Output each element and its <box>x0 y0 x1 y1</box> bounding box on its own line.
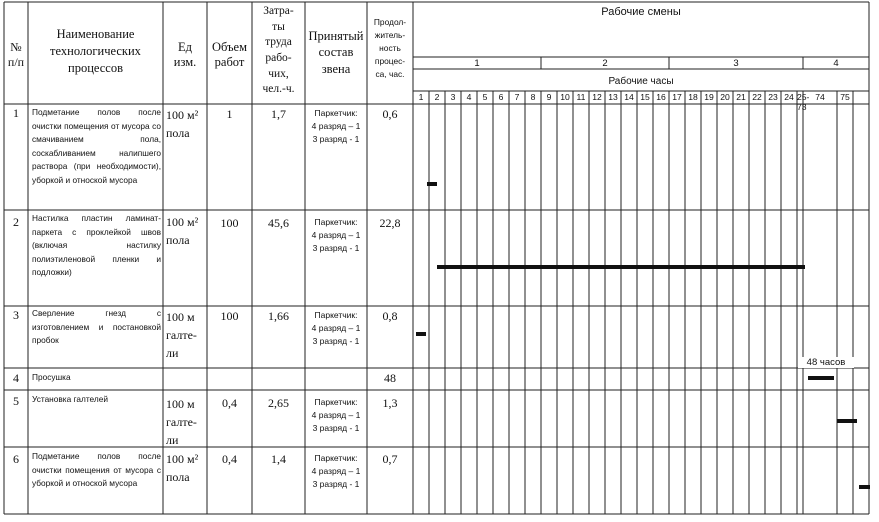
shift-label-4: 4 <box>833 58 839 69</box>
row-3-duration: 0,8 <box>382 309 398 323</box>
row-6-process: Подметание полов после очистки помещения от мусора с уборкой и отноской мусора <box>32 451 161 489</box>
hour-label-14: 14 <box>624 92 634 102</box>
gantt-bar-6 <box>859 485 870 489</box>
hour-label-5: 5 <box>482 92 488 102</box>
row-6-crew: Паркетчик: 4 разряд – 1 3 разряд - 1 <box>311 453 361 489</box>
hour-label-16: 16 <box>656 92 666 102</box>
row-4-duration: 48 <box>384 371 396 385</box>
row-3-no: 3 <box>13 308 19 322</box>
row-5-labor: 2,65 <box>268 396 289 410</box>
row-4-process: Просушка <box>32 372 71 382</box>
header-shifts-title: Рабочие смены <box>601 6 681 18</box>
row-5-unit: 100 м галте- ли <box>166 397 197 447</box>
row-6-volume: 0,4 <box>222 452 237 466</box>
row-2-crew: Паркетчик: 4 разряд – 1 3 разряд - 1 <box>311 217 361 253</box>
row-1-labor: 1,7 <box>271 107 286 121</box>
hour-label-12: 12 <box>592 92 602 102</box>
row-3-process: Сверление гнезд с изготовлением и постановкой пробок <box>32 308 161 346</box>
hour-label-2: 2 <box>434 92 440 102</box>
header-no: № п/п <box>7 40 25 69</box>
row-2-volume: 100 <box>220 216 239 230</box>
hour-label-75: 75 <box>840 92 850 102</box>
header-unit: Ед изм. <box>173 40 197 70</box>
gantt-bar-3 <box>416 332 426 336</box>
row-4-no: 4 <box>13 371 19 385</box>
hour-label-19: 19 <box>704 92 714 102</box>
row-6-duration: 0,7 <box>382 452 398 466</box>
hour-label-9: 9 <box>546 92 552 102</box>
hour-label-74: 74 <box>815 92 825 102</box>
shift-label-2: 2 <box>602 58 608 69</box>
header-hours-title: Рабочие часы <box>608 76 674 87</box>
hour-label-15: 15 <box>640 92 650 102</box>
gantt-bar-5 <box>837 419 857 423</box>
row-5-volume: 0,4 <box>222 396 237 410</box>
header-duration: Продол- житель- ность процес- са, час. <box>373 17 407 80</box>
row-6-unit: 100 м² пола <box>166 452 199 484</box>
row-2-labor: 45,6 <box>268 216 289 230</box>
hour-label-21: 21 <box>736 92 746 102</box>
hour-label-22: 22 <box>752 92 762 102</box>
row-2-unit: 100 м² пола <box>166 215 199 247</box>
row-3-unit: 100 м галте- ли <box>166 310 197 360</box>
hour-label-18: 18 <box>688 92 698 102</box>
header-crew: Принятый состав звена <box>308 29 364 76</box>
row-2-duration: 22,8 <box>379 216 401 230</box>
shift-label-1: 1 <box>474 58 480 69</box>
hour-label-1: 1 <box>418 92 424 102</box>
row-5-process: Установка галтелей <box>32 394 108 404</box>
row-6-no: 6 <box>13 452 19 466</box>
row-5-crew: Паркетчик: 4 разряд – 1 3 разряд - 1 <box>311 397 361 433</box>
hour-label-13: 13 <box>608 92 618 102</box>
row-3-volume: 100 <box>220 309 239 323</box>
row-1-crew: Паркетчик: 4 разряд – 1 3 разряд - 1 <box>311 108 361 144</box>
gantt-bar-1 <box>427 182 437 186</box>
row-3-crew: Паркетчик: 4 разряд – 1 3 разряд - 1 <box>311 310 361 346</box>
hour-label-3: 3 <box>450 92 456 102</box>
hour-label-6: 6 <box>498 92 504 102</box>
row-1-process: Подметание полов после очистки помещения от мусора со смачиванием пола, соскабливанием налипшего раствора (при необходимости), уборкой и отноской мусора <box>32 107 161 185</box>
row-3-labor: 1,66 <box>268 309 289 323</box>
hour-label-4: 4 <box>466 92 472 102</box>
header-volume: Объем работ <box>212 40 247 70</box>
row-1-unit: 100 м² пола <box>166 108 199 140</box>
gantt-bar-2 <box>437 265 805 269</box>
hour-label-24: 24 <box>784 92 794 102</box>
shift-label-3: 3 <box>733 58 739 69</box>
hour-label-11: 11 <box>576 92 586 102</box>
hour-label-20: 20 <box>720 92 730 102</box>
row-1-duration: 0,6 <box>382 107 398 121</box>
row-6-labor: 1,4 <box>271 452 286 466</box>
hour-label-8: 8 <box>530 92 536 102</box>
header-process: Наименование технологических процессов <box>50 27 141 75</box>
hour-label-7: 7 <box>514 92 520 102</box>
row-1-volume: 1 <box>226 107 233 121</box>
drying-annotation: 48 часов <box>798 357 854 368</box>
hour-label-17: 17 <box>672 92 682 102</box>
row-2-process: Настилка пластин ламинат-паркета с проклейкой швов (включая настилку полиэтиленовой пленки и подложки) <box>32 213 161 278</box>
row-5-no: 5 <box>13 394 19 408</box>
hour-label-23: 23 <box>768 92 778 102</box>
row-5-duration: 1,3 <box>382 396 398 410</box>
gantt-bar-4 <box>808 376 834 380</box>
header-labor: Затра- ты труда рабо- чих, чел.-ч. <box>262 5 295 96</box>
row-1-no: 1 <box>13 106 19 120</box>
hour-label-10: 10 <box>560 92 570 102</box>
hour-label-25-73: 25-73 <box>797 92 810 112</box>
row-2-no: 2 <box>13 215 19 229</box>
